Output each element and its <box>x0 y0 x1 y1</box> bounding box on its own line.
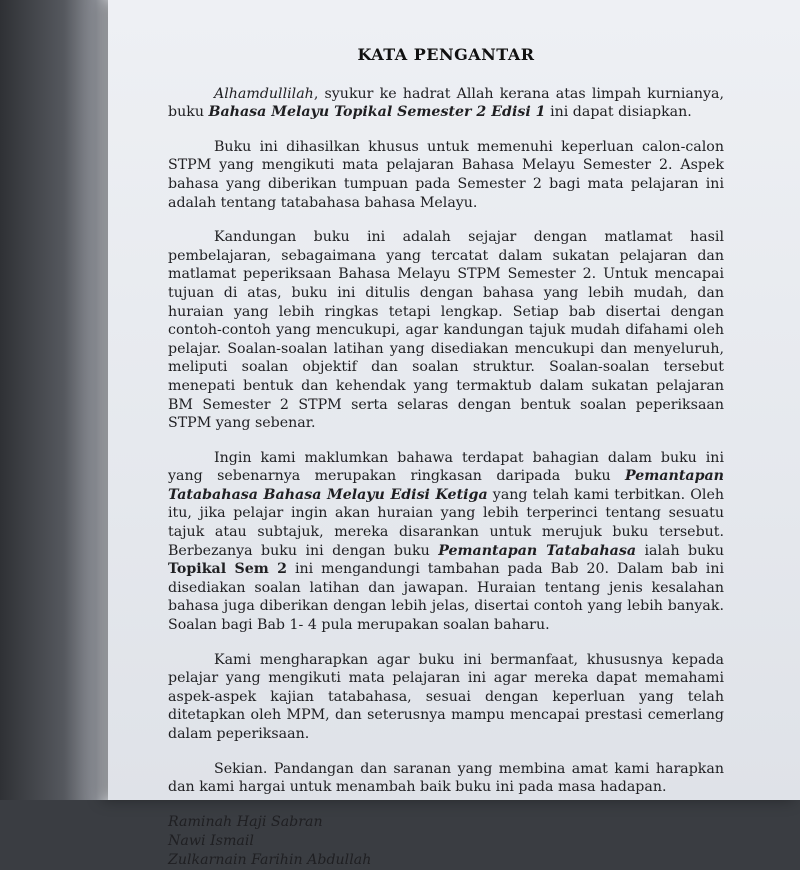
author-name: Raminah Haji Sabran <box>168 813 323 830</box>
paragraph-content: Kandungan buku ini adalah sejajar dengan matlamat hasil pembelajaran, sebagaimana yang tercatat dalam sukatan pelajaran dan matlamat peperiksaan Bahasa Melayu STPM Semester 2. Untuk mencapai tujuan di atas, buku ini ditulis dengan bahasa yang lebih mudah, dan huraian yang lebih ringkas tetapi lengkap. Setiap bab disertai dengan contoh-contoh yang mencukupi, agar kandungan tajuk mudah difahami oleh pelajar. Soalan-soalan latihan yang disediakan mencukupi dan menyeluruh, meliputi soalan objektif dan soalan struktur. Soalan-soalan tersebut menepati bentuk dan kehendak yang termaktub dalam sukatan pelajaran BM Semester 2 STPM serta selaras dengan bentuk soalan peperiksaan STPM yang sebenar. <box>168 229 724 432</box>
reference-book-title: Pemantapan Tatabahasa Bahasa Melayu Edisi Ketiga <box>168 468 724 503</box>
opening-end: ini dapat disiapkan. <box>545 104 692 121</box>
book-title: Bahasa Melayu Topikal Semester 2 Edisi 1 <box>208 104 546 121</box>
paragraph-closing: Sekian. Pandangan dan saranan yang membina amat kami harapkan dan kami hargai untuk menambah baik buku ini pada masa hadapan. <box>168 760 724 796</box>
reference-topikal: Topikal Sem 2 <box>168 561 288 578</box>
paragraph-opening <box>168 85 724 122</box>
opening-text: , syukur ke hadrat Allah kerana atas limpah kurnianya, buku <box>168 85 724 121</box>
page-title: KATA PENGANTAR <box>357 45 535 64</box>
author-name: Nawi Ismail <box>168 832 254 849</box>
reference-text-2: yang telah kami terbitkan. Oleh itu, jika pelajar ingin akan huraian yang lebih terperinci tentang sesuatu tajuk atau subtajuk, mereka disarankan untuk merujuk buku tersebut. Berbezanya buku ini dengan buku <box>168 486 725 559</box>
page-content <box>168 46 724 870</box>
reference-text-3: ialah buku <box>636 542 724 559</box>
reference-text-4: ini mengandungi tambahan pada Bab 20. Dalam bab ini disediakan soalan latihan dan jawapan. Huraian tentang jenis kesalahan bahasa juga diberikan dengan lebih jelas, disertai contoh yang lebih banyak. Soalan bagi Bab 1- 4 pula merupakan soalan baharu. <box>168 561 724 634</box>
author-signatures <box>168 813 724 870</box>
author-name: Zulkarnain Farihin Abdullah <box>168 851 372 868</box>
book-page <box>108 0 800 868</box>
reference-book-short: Pemantapan Tatabahasa <box>438 542 637 559</box>
opening-word: Alhamdullilah <box>214 85 314 102</box>
paragraph-reference <box>168 449 724 635</box>
paragraph-purpose: Buku ini dihasilkan khusus untuk memenuhi keperluan calon-calon STPM yang mengikuti mata pelajaran Bahasa Melayu Semester 2. Aspek bahasa yang diberikan tumpuan pada Semester 2 bagi mata pelajaran ini adalah tentang tatabahasa bahasa Melayu. <box>168 138 724 211</box>
paragraph-hope: Kami mengharapkan agar buku ini bermanfaat, khususnya kepada pelajar yang mengikuti mata pelajaran ini agar mereka dapat memahami aspek-aspek kajian tatabahasa, sesuai dengan keperluan yang telah ditetapkan oleh MPM, dan seterusnya mampu mencapai prestasi cemerlang dalam peperiksaan. <box>168 651 724 742</box>
reference-text-1: Ingin kami maklumkan bahawa terdapat bahagian dalam buku ini yang sebenarnya merupakan ringkasan daripada buku <box>168 449 724 485</box>
